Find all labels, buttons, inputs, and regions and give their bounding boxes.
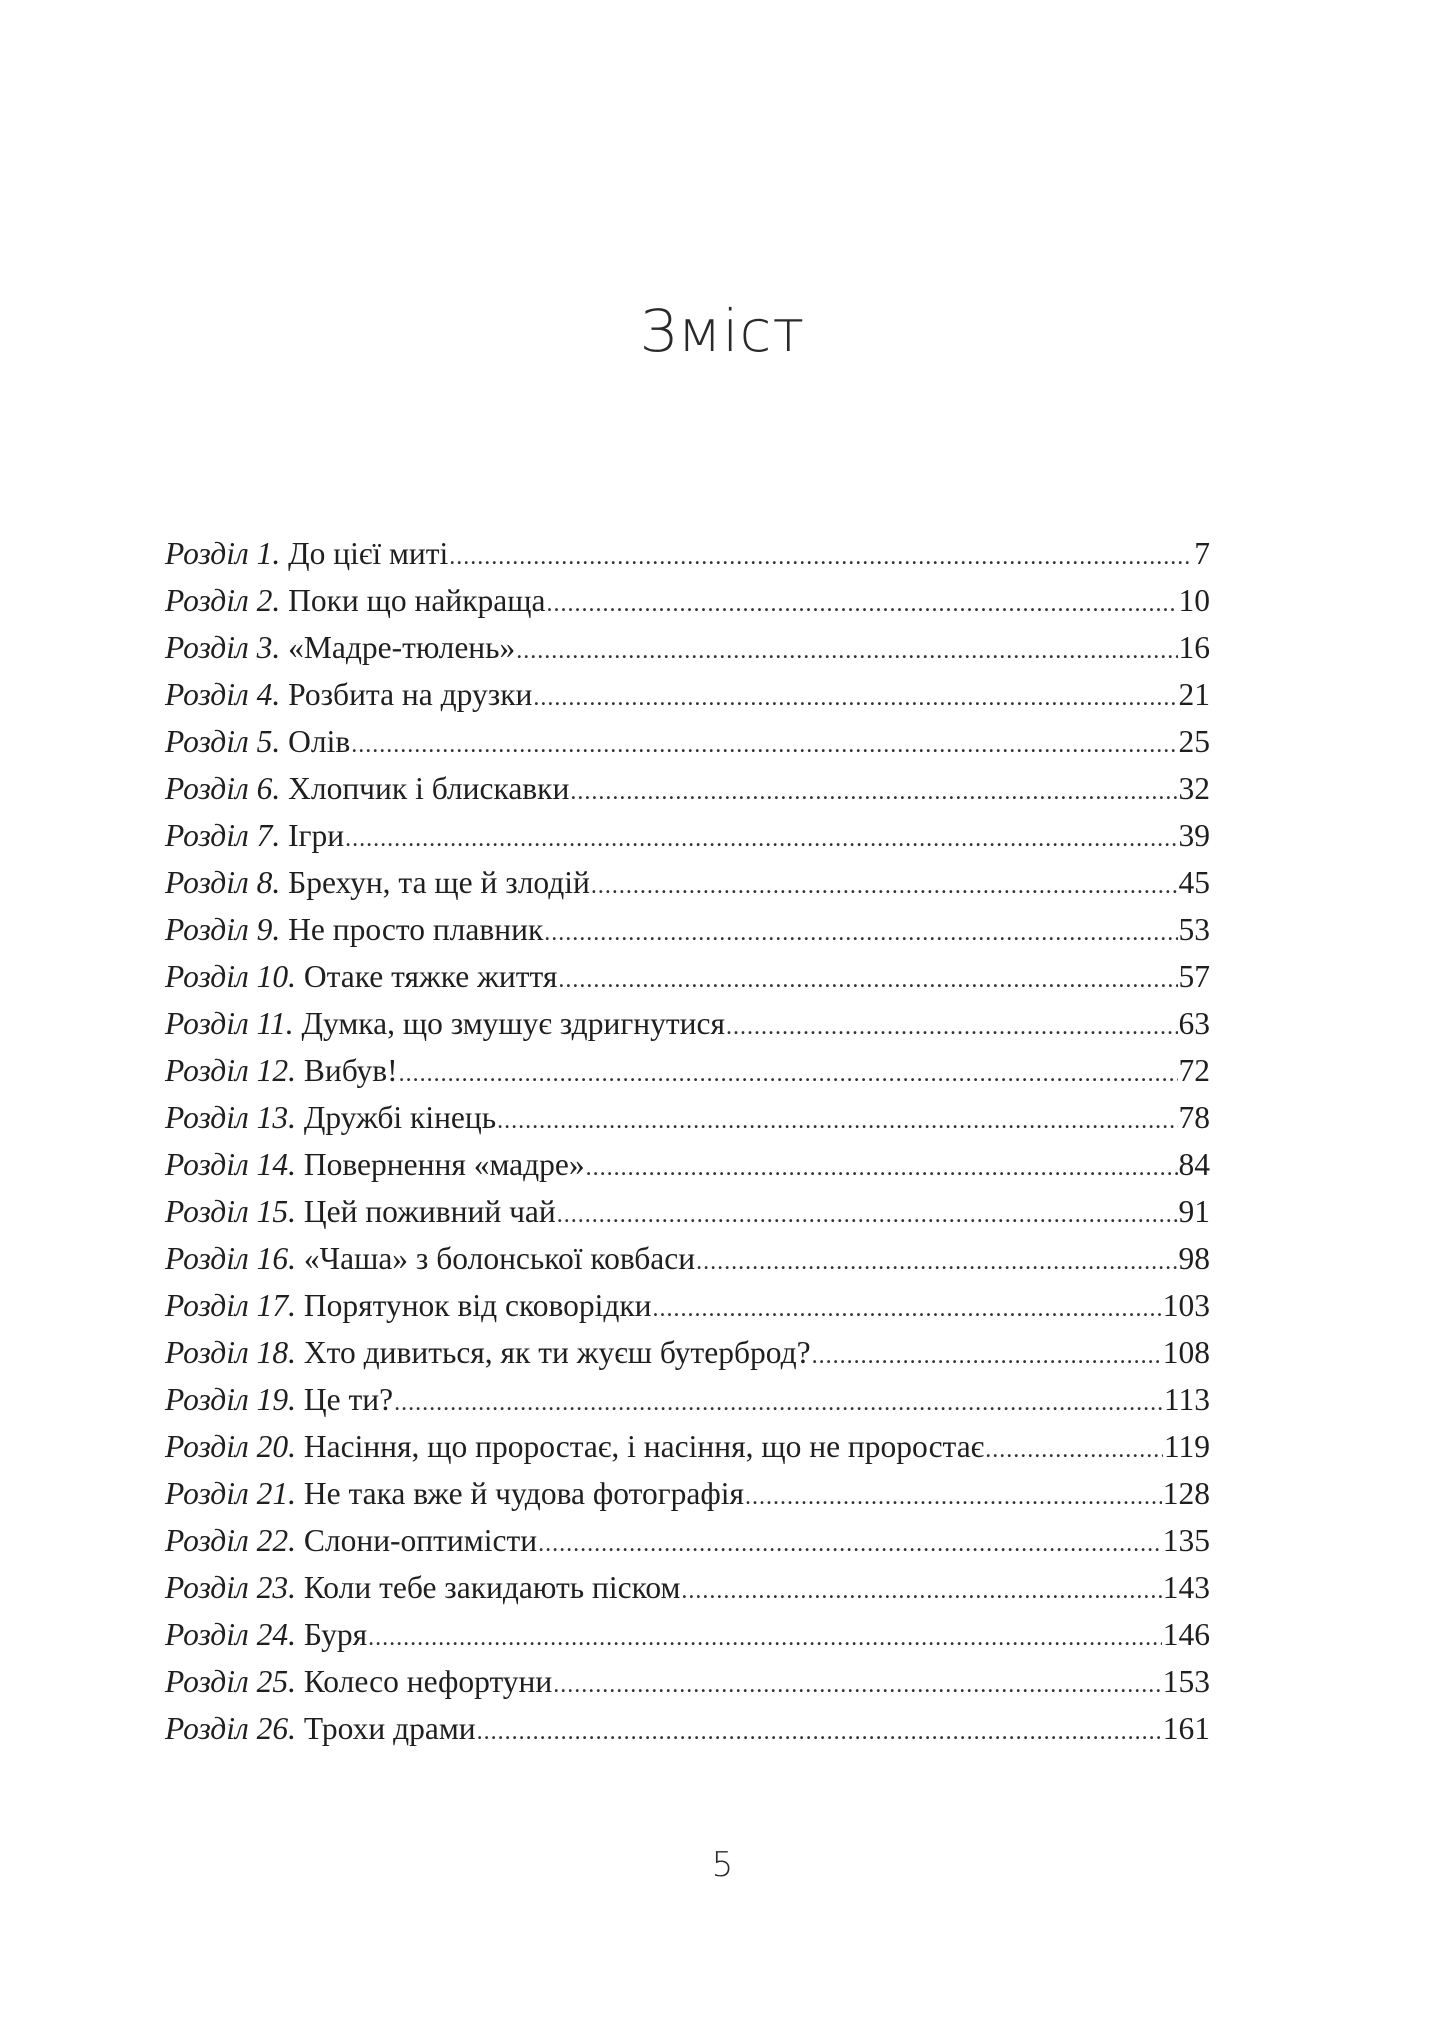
toc-entry — [165, 671, 1210, 718]
toc-page-number: 25 — [1178, 724, 1210, 759]
toc-page-number: 45 — [1178, 865, 1210, 900]
toc-chapter-number: Розділ 26. — [165, 1711, 296, 1746]
toc-chapter-title: «Чаша» з болонської ковбаси — [303, 1241, 696, 1276]
toc-dot-leader — [544, 910, 1177, 957]
toc-chapter-title: Вибув! — [303, 1053, 398, 1088]
toc-entry — [165, 906, 1210, 953]
toc-entry — [165, 812, 1210, 859]
toc-entry-label — [165, 1141, 585, 1188]
toc-chapter-number: Розділ 2. — [165, 583, 281, 618]
toc-page-number: 72 — [1178, 1053, 1210, 1088]
toc-chapter-title: Дружбі кінець — [303, 1100, 497, 1135]
toc-chapter-number: Розділ 9. — [165, 912, 281, 947]
toc-page-number: 161 — [1162, 1711, 1210, 1746]
toc-chapter-title: Олів — [288, 724, 351, 759]
toc-entry — [165, 530, 1210, 577]
toc-chapter-number: Розділ 1. — [165, 536, 281, 571]
toc-dot-leader — [394, 1380, 1163, 1427]
toc-chapter-number: Розділ 18. — [165, 1335, 296, 1370]
toc-entry-label — [165, 577, 546, 624]
toc-entry — [165, 1705, 1210, 1752]
toc-entry-label — [165, 765, 569, 812]
toc-page-number: 57 — [1178, 959, 1210, 994]
toc-page-number: 146 — [1162, 1617, 1210, 1652]
toc-page-number: 16 — [1178, 630, 1210, 665]
page-number: 5 — [711, 1845, 734, 1885]
toc-entry-label — [165, 1235, 695, 1282]
toc-chapter-number: Розділ 5. — [165, 724, 281, 759]
toc-chapter-number: Розділ 25. — [165, 1664, 296, 1699]
toc-page-number: 135 — [1162, 1523, 1210, 1558]
toc-entry — [165, 1611, 1210, 1658]
toc-entry — [165, 1658, 1210, 1705]
toc-page-number: 78 — [1178, 1100, 1210, 1135]
toc-chapter-number: Розділ 24. — [165, 1617, 296, 1652]
toc-chapter-title: Коли тебе закидають піском — [303, 1570, 681, 1605]
toc-dot-leader — [538, 1521, 1162, 1568]
toc-page-number: 113 — [1163, 1382, 1210, 1417]
toc-entry-label — [165, 953, 557, 1000]
toc-page-number: 108 — [1162, 1335, 1210, 1370]
toc-chapter-number: Розділ 7. — [165, 818, 281, 853]
toc-dot-leader — [477, 1709, 1162, 1756]
toc-page-number: 63 — [1178, 1006, 1210, 1041]
toc-entry — [165, 1094, 1210, 1141]
toc-dot-leader — [399, 1051, 1178, 1098]
toc-chapter-number: Розділ 6. — [165, 771, 281, 806]
toc-entry — [165, 1282, 1210, 1329]
toc-entry-label — [165, 1470, 744, 1517]
toc-chapter-number: Розділ 20. — [165, 1429, 296, 1464]
toc-entry-label — [165, 718, 350, 765]
toc-page-number: 53 — [1178, 912, 1210, 947]
toc-dot-leader — [533, 675, 1177, 722]
toc-entry — [165, 1517, 1210, 1564]
toc-dot-leader — [812, 1333, 1162, 1380]
toc-chapter-number: Розділ 8. — [165, 865, 281, 900]
toc-page-number: 39 — [1178, 818, 1210, 853]
toc-entry-label — [165, 1094, 496, 1141]
toc-page-number: 153 — [1162, 1664, 1210, 1699]
toc-dot-leader — [586, 1145, 1178, 1192]
toc-entry-label — [165, 1517, 537, 1564]
toc-entry — [165, 1423, 1210, 1470]
toc-dot-leader — [547, 581, 1178, 628]
toc-chapter-title: Розбита на друзки — [288, 677, 533, 712]
toc-page-number: 84 — [1178, 1147, 1210, 1182]
toc-page-number: 32 — [1178, 771, 1210, 806]
toc-entry — [165, 1564, 1210, 1611]
toc-chapter-number: Розділ 4. — [165, 677, 281, 712]
toc-chapter-number: Розділ 22. — [165, 1523, 296, 1558]
toc-entry — [165, 1047, 1210, 1094]
toc-page-number: 91 — [1178, 1194, 1210, 1229]
toc-entry-label — [165, 624, 515, 671]
toc-chapter-number: Розділ 17. — [165, 1288, 296, 1323]
toc-chapter-number: Розділ 11. — [165, 1006, 294, 1041]
toc-chapter-title: Ігри — [288, 818, 345, 853]
toc-dot-leader — [681, 1568, 1161, 1615]
toc-dot-leader — [351, 722, 1177, 769]
toc-entry — [165, 1470, 1210, 1517]
toc-chapter-title: Брехун, та ще й злодій — [288, 865, 590, 900]
toc-dot-leader — [368, 1615, 1162, 1662]
toc-entry-label — [165, 1658, 552, 1705]
toc-dot-leader — [653, 1286, 1162, 1333]
toc-page-number: 143 — [1162, 1570, 1210, 1605]
toc-dot-leader — [985, 1427, 1163, 1474]
toc-entry — [165, 953, 1210, 1000]
toc-chapter-title: Це ти? — [303, 1382, 394, 1417]
toc-dot-leader — [558, 957, 1177, 1004]
toc-page-number: 128 — [1162, 1476, 1210, 1511]
toc-entry — [165, 1188, 1210, 1235]
toc-entry-label — [165, 1188, 556, 1235]
toc-dot-leader — [570, 769, 1177, 816]
toc-entry-label — [165, 1423, 984, 1470]
toc-chapter-title: Думка, що змушує здригнутися — [301, 1006, 725, 1041]
toc-entry — [165, 859, 1210, 906]
page-title: Зміст — [639, 297, 806, 365]
toc-chapter-number: Розділ 19. — [165, 1382, 296, 1417]
toc-entry-label — [165, 1047, 398, 1094]
toc-entry-label — [165, 530, 448, 577]
toc-entry-label — [165, 1282, 652, 1329]
toc-dot-leader — [696, 1239, 1177, 1286]
toc-chapter-title: Порятунок від сковорідки — [303, 1288, 652, 1323]
toc-entry-label — [165, 1000, 725, 1047]
toc-entry — [165, 577, 1210, 624]
toc-chapter-title: Цей поживний чай — [303, 1194, 556, 1229]
toc-page-number: 119 — [1163, 1429, 1210, 1464]
toc-dot-leader — [516, 628, 1177, 675]
toc-entry-label — [165, 1611, 367, 1658]
toc-chapter-title: «Мадре-тюлень» — [288, 630, 516, 665]
toc-page-number: 10 — [1178, 583, 1210, 618]
toc-chapter-title: Поки що найкраща — [288, 583, 546, 618]
toc-entry-label — [165, 1329, 811, 1376]
toc-chapter-number: Розділ 12. — [165, 1053, 296, 1088]
toc-entry-label — [165, 859, 590, 906]
toc-page-number: 21 — [1178, 677, 1210, 712]
toc-chapter-number: Розділ 13. — [165, 1100, 296, 1135]
toc-entry — [165, 1000, 1210, 1047]
toc-dot-leader — [726, 1004, 1178, 1051]
toc-chapter-title: Хто дивиться, як ти жуєш бутерброд? — [303, 1335, 811, 1370]
toc-page-number: 7 — [1194, 536, 1210, 571]
toc-chapter-title: Не така вже й чудова фотографія — [303, 1476, 745, 1511]
toc-entry-label — [165, 906, 543, 953]
toc-chapter-number: Розділ 15. — [165, 1194, 296, 1229]
toc-chapter-number: Розділ 3. — [165, 630, 281, 665]
toc-dot-leader — [557, 1192, 1178, 1239]
toc-chapter-number: Розділ 16. — [165, 1241, 296, 1276]
toc-entry — [165, 1376, 1210, 1423]
toc-page-number: 103 — [1162, 1288, 1210, 1323]
toc-chapter-title: Отаке тяжке життя — [303, 959, 558, 994]
toc-entry — [165, 765, 1210, 812]
toc-chapter-title: Буря — [303, 1617, 368, 1652]
toc-chapter-number: Розділ 23. — [165, 1570, 296, 1605]
toc-dot-leader — [553, 1662, 1161, 1709]
table-of-contents — [165, 530, 1210, 1752]
toc-chapter-title: Насіння, що проростає, і насіння, що не проростає — [303, 1429, 985, 1464]
toc-chapter-title: Колесо нефортуни — [303, 1664, 553, 1699]
toc-entry-label — [165, 812, 344, 859]
toc-entry — [165, 624, 1210, 671]
toc-chapter-title: Повернення «мадре» — [303, 1147, 585, 1182]
toc-entry — [165, 1235, 1210, 1282]
toc-chapter-title: Не просто плавник — [288, 912, 544, 947]
toc-chapter-title: Слони-оптимісти — [303, 1523, 538, 1558]
toc-chapter-number: Розділ 14. — [165, 1147, 296, 1182]
toc-dot-leader — [497, 1098, 1177, 1145]
toc-entry — [165, 1141, 1210, 1188]
toc-dot-leader — [345, 816, 1177, 863]
toc-chapter-number: Розділ 21. — [165, 1476, 296, 1511]
toc-chapter-number: Розділ 10. — [165, 959, 296, 994]
toc-dot-leader — [591, 863, 1178, 910]
toc-entry — [165, 1329, 1210, 1376]
toc-page-number: 98 — [1178, 1241, 1210, 1276]
toc-chapter-title: Хлопчик і блискавки — [288, 771, 570, 806]
toc-entry-label — [165, 1376, 393, 1423]
toc-dot-leader — [745, 1474, 1162, 1521]
toc-chapter-title: До цієї миті — [288, 536, 449, 571]
toc-entry-label — [165, 1564, 680, 1611]
toc-dot-leader — [449, 534, 1193, 581]
toc-chapter-title: Трохи драми — [303, 1711, 476, 1746]
toc-entry — [165, 718, 1210, 765]
toc-entry-label — [165, 671, 532, 718]
toc-entry-label — [165, 1705, 476, 1752]
